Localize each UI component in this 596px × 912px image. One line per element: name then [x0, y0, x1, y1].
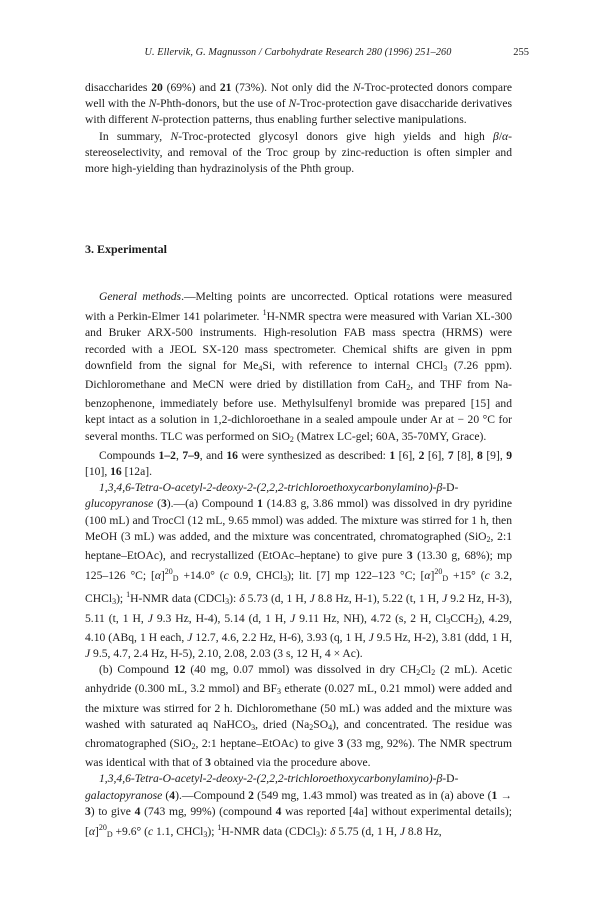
intro-text-block [85, 80, 512, 177]
paragraph: Compounds 1–2, 7–9, and 16 were synthesized as described: 1 [6], 2 [6], 7 [8], 8 [9], 9 [10], 16 [12a]. [85, 448, 513, 479]
paragraph: General methods.—Melting points are uncorrected. Optical rotations were measured with a Perkin-Elmer 141 polarimeter. $^1$H-NMR spectra were measured with Varian XL-300 and Bruker ARX-500 instruments. High-resolution FAB mass spectra (HRMS) were recorded with a JEOL SX-120 mass spectrometer. Chemical shifts are given in ppm downfield from the signal for $Me_4Si$, with reference to internal CHCl$_3$ (7.26 ppm). Dichloromethane and MeCN were dried by distillation from CaH$_2$, and THF from Na-benzophenone, immediately before use. Methylsulfenyl bromide was prepared [15] and kept intact as a solution in 1,2-dichloroethane in a sealed ampoule under Ar at − 20 °C for several months. TLC was performed on SiO$_2$ (Matrex LC-gel; 60A, 35-70MY, Grace). [85, 290, 512, 444]
paragraph: disaccharides 20 (69%) and 21 (73%). Not only did the N-Troc-protected donors compare well with the N-Phth-donors, but the use of N-Troc-protection gave disaccharide derivatives with different N-protection patterns, thus enabling further selective manipulations. [85, 81, 512, 127]
paragraph: In summary, N-Troc-protected glycosyl donors give high yields and high β/α-stereoselectivity, and removal of the Troc group by zinc-reduction is often simpler and more high-yielding than hydrazinolysis of the Phth group. [85, 129, 513, 176]
paragraph: 1,3,4,6-Tetra-O-acetyl-2-deoxy-2-(2,2,2-trichloroethoxycarbonylamino)-β-D-glucopyranose (3).—(a) Compound 1 (14.83 g, 3.86 mmol) was dissolved in dry pyridine (100 mL) and TrocCl (12 mL, 9.65 mmol) was added. The mixture was stirred for 1 h, then MeOH (3 mL) was added, and the mixture was concentrated, chromatographed (SiO$_2$, 2:1 heptane–EtOAc), and recrystallized (EtOAc–heptane) to give pure 3 (13.30 g, 68%); mp 125–126 °C; $[\alpha]^{20}_D +14.0^\circ$ (c 0.9, CHCl$_3$); lit. [7] mp 122–123 °C; $[\alpha]^{20}_D +15^\circ$ (c 3.2, CHCl$_3$); $^1$H-NMR data (CDCl$_3$): δ 5.73 (d, 1 H, J 8.8 Hz, H-1), 5.22 (t, 1 H, J 9.2 Hz, H-3), 5.11 (t, 1 H, J 9.3 Hz, H-4), 5.14 (d, 1 H, J 9.11 Hz, NH), 4.72 (s, 2 H, $Cl_3CCH_2$), 4.29, 4.10 (ABq, 1 H each, J 12.7, 4.6, 2.2 Hz, H-6), 3.93 (q, 1 H, J 9.5 Hz, H-2), 3.81 (ddd, 1 H, J 9.5, 4.7, 2.4 Hz, H-5), 2.10, 2.08, 2.03 (3 s, 12 H, 4 × Ac). [85, 481, 512, 661]
page-header [0, 47, 596, 63]
running-head: U. Ellervik, G. Magnusson / Carbohydrate Research 280 (1996) 251–260 [144, 47, 452, 58]
paragraph: 1,3,4,6-Tetra-O-acetyl-2-deoxy-2-(2,2,2-trichloroethoxycarbonylamino)-β-D-galactopyranose (4).—Compound 2 (549 mg, 1.43 mmol) was treated as in (a) above (1 → 3) to give 4 (743 mg, 99%) (compound 4 was reported [4a] without experimental details); $[\alpha]^{20}_D +9.6^\circ$ (c 1.1, CHCl$_3$); $^1$H-NMR data (CDCl$_3$): δ 5.75 (d, 1 H, J 8.8 Hz, [85, 772, 512, 840]
experimental-text-block [85, 289, 512, 843]
page-number: 255 [513, 47, 529, 58]
section-heading: 3. Experimental [85, 242, 167, 256]
paragraph: (b) Compound 12 (40 mg, 0.07 mmol) was dissolved in dry $CH_2Cl_2$ (2 mL). Acetic anhydride (0.300 mL, 3.2 mmol) and $BF_3$ etherate (0.027 mL, 0.21 mmol) were added and the mixture was stirred for 2 h. Dichloromethane (50 mL) was added and the mixture was washed with saturated aq NaHCO$_3$, dried $(Na_2SO_4)$, and concentrated. The residue was chromatographed (SiO$_2$, 2:1 heptane–EtOAc) to give 3 (33 mg, 92%). The NMR spectrum was identical with that of 3 obtained via the procedure above. [85, 663, 513, 770]
